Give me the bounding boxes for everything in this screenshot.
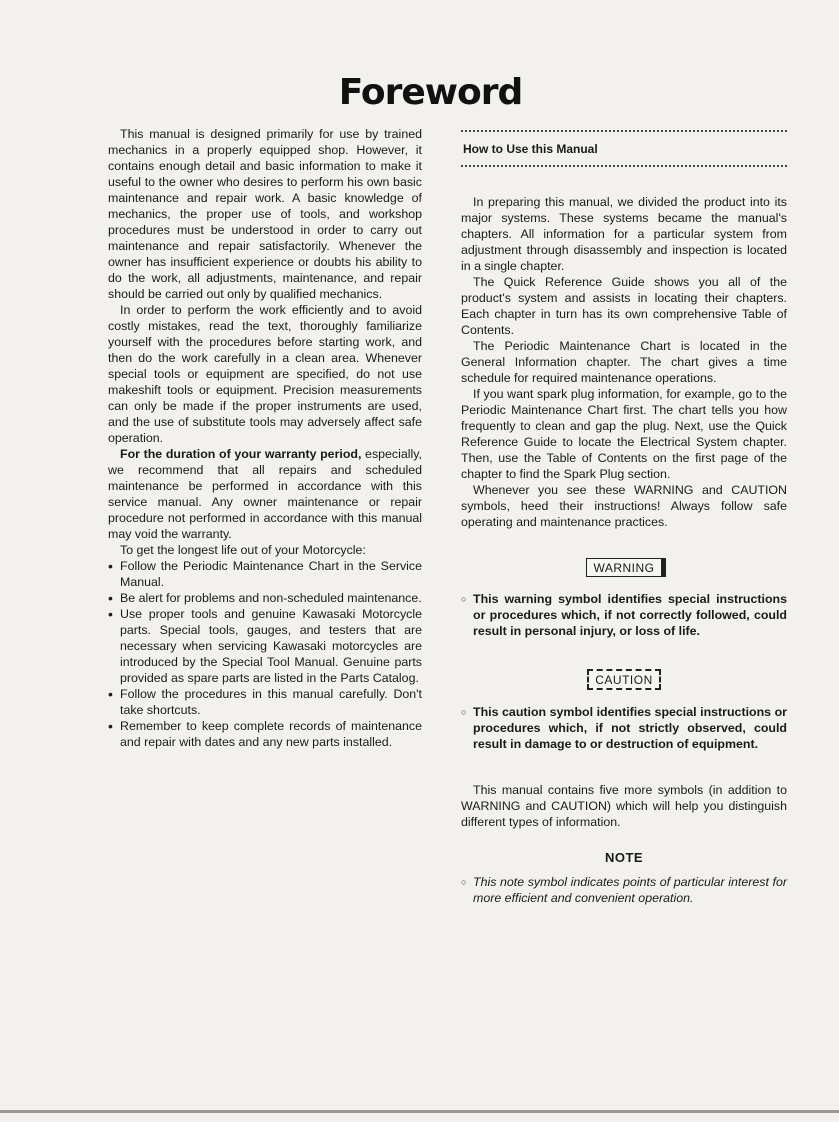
maintenance-chart-paragraph: The Periodic Maintenance Chart is located in the General Information chapter. The chart gives a time schedule for required maintenance operations. — [461, 339, 787, 385]
left-column — [108, 126, 422, 750]
right-column — [461, 130, 787, 906]
caution-symbol: CAUTION — [587, 669, 661, 690]
caution-symbol-row — [461, 669, 787, 690]
warranty-paragraph — [108, 446, 422, 542]
quick-reference-paragraph: The Quick Reference Guide shows you all of the product's system and assists in locating their chapters. Each chapter in turn has its own comprehensive Table of Contents. — [461, 275, 787, 337]
dotted-divider — [461, 165, 787, 168]
spark-plug-paragraph: If you want spark plug information, for example, go to the Periodic Maintenance Chart first. The chart tells you how frequently to clean and gap the plug. Next, use the Quick Reference Guide to locate the Electrical System chapter. Then, use the Table of Contents on the first page of the chapter to find the Spark Plug section. — [461, 387, 787, 481]
intro-paragraph: This manual is designed primarily for use by trained mechanics in a properly equipped shop. However, it contains enough detail and basic information to make it useful to the owner who desires to perform his own basic maintenance and repair work. A basic knowledge of mechanics, the proper use of tools, and workshop procedures must be understood in order to carry out maintenance and repair satisfactorily. Whenever the owner has insufficient experience or doubts his ability to do the work, all adjustments, maintenance, and repair should be carried out only by qualified mechanics. — [108, 127, 422, 301]
longest-life-intro: To get the longest life out of your Motorcycle: — [120, 543, 366, 557]
warranty-rest: especially, we recommend that all repairs and scheduled maintenance be performed in accordance with this service manual. Any owner maintenance or repair procedure not performed in accordance with this manual may void the warranty. — [108, 447, 422, 541]
symbols-paragraph: Whenever you see these WARNING and CAUTION symbols, heed their instructions! Always follow safe operating and maintenance practices. — [461, 483, 787, 529]
systems-paragraph: In preparing this manual, we divided the product into its major systems. These systems became the manual's chapters. All information for a particular system from adjustment through disassembly and inspection is located in a single chapter. — [461, 195, 787, 273]
more-symbols-paragraph: This manual contains five more symbols (in addition to WARNING and CAUTION) which will help you distinguish different types of information. — [461, 783, 787, 829]
note-heading: NOTE — [604, 850, 644, 865]
warranty-lead: For the duration of your warranty period, — [120, 447, 362, 461]
list-item: • Use proper tools and genuine Kawasaki Motorcycle parts. Special tools, gauges, and testers that are necessary when servicing Kawasaki motorcycles are introduced by the Special Tool Manual. Genuine parts provided as spare parts are listed in the Parts Catalog. — [108, 606, 422, 686]
list-item: • Be alert for problems and non-scheduled maintenance. — [108, 590, 422, 606]
list-item: • Follow the procedures in this manual carefully. Don't take shortcuts. — [108, 686, 422, 718]
caution-description: ○ This caution symbol identifies special instructions or procedures which, if not strictly observed, could result in damage to or destruction of equipment. — [461, 704, 787, 752]
list-item: • Follow the Periodic Maintenance Chart in the Service Manual. — [108, 558, 422, 590]
warning-symbol: WARNING — [586, 558, 661, 577]
list-item: • Remember to keep complete records of maintenance and repair with dates and any new parts installed. — [108, 718, 422, 750]
bottom-edge — [0, 1110, 839, 1113]
efficiency-paragraph: In order to perform the work efficiently and to avoid costly mistakes, read the text, thoroughly familiarize yourself with the procedures before starting work, and then do the work carefully in a clean area. Whenever special tools or equipment are specified, do not use makeshift tools or equipment. Precision measurements can only be made if the proper instruments are used, and the use of substitute tools may adversely affect safe operation. — [108, 303, 422, 445]
how-to-text — [461, 194, 787, 530]
warning-symbol-row — [461, 558, 787, 577]
section-heading: How to Use this Manual — [463, 142, 598, 156]
note-description: ○ This note symbol indicates points of particular interest for more efficient and convenient operation. — [461, 874, 787, 906]
tips-list — [108, 558, 422, 750]
dotted-divider — [461, 130, 787, 133]
page-title: Foreword — [338, 72, 523, 113]
warning-description: ○ This warning symbol identifies special instructions or procedures which, if not correctly followed, could result in personal injury, or loss of life. — [461, 591, 787, 639]
